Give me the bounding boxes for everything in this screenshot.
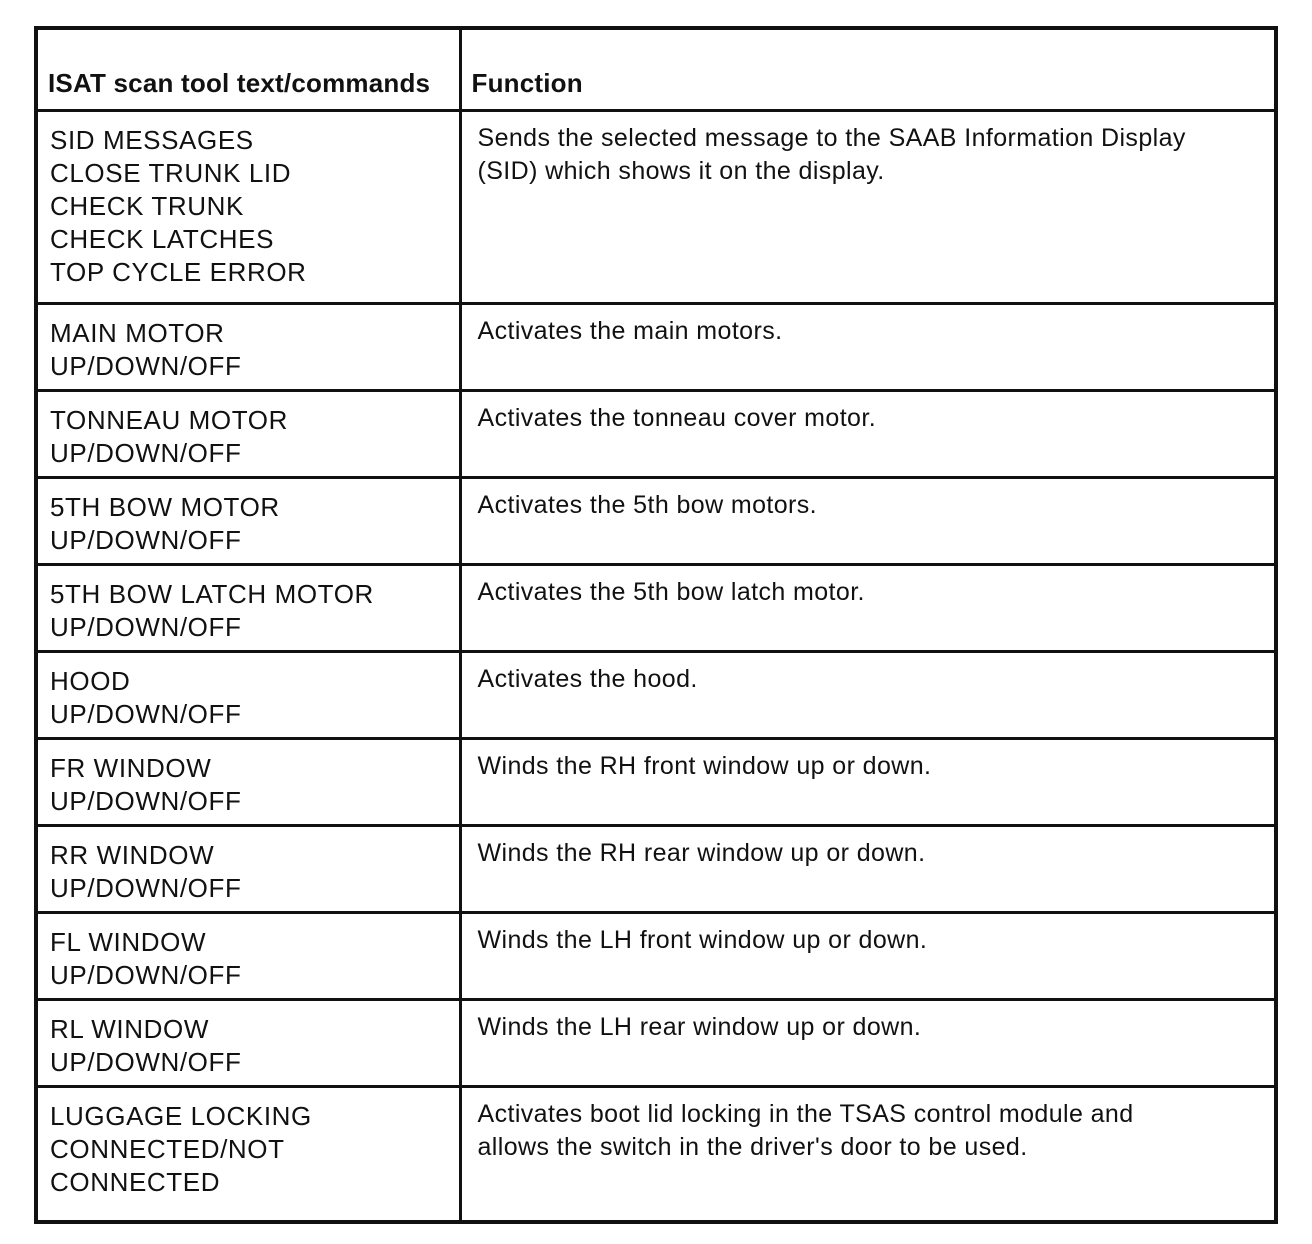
- command-text: 5TH BOW MOTOR: [50, 491, 280, 522]
- function-text: Activates the hood.: [477, 664, 698, 693]
- command-text: TONNEAU MOTOR: [50, 404, 288, 435]
- command-cell: [36, 651, 460, 738]
- table-row: [36, 999, 1276, 1086]
- command-text: HOOD: [50, 665, 131, 696]
- command-text: FL WINDOW: [50, 926, 207, 957]
- command-text: RL WINDOW: [50, 1013, 209, 1044]
- command-text: CONNECTED: [50, 1166, 221, 1197]
- command-cell: [36, 738, 460, 825]
- command-text: UP/DOWN/OFF: [50, 350, 242, 381]
- function-text: allows the switch in the driver's door to be used.: [477, 1132, 1028, 1161]
- function-cell: [460, 110, 1276, 303]
- command-cell: [36, 303, 460, 390]
- command-cell: [36, 999, 460, 1086]
- function-cell: [460, 738, 1276, 825]
- function-cell: [460, 390, 1276, 477]
- table-row: [36, 1086, 1276, 1222]
- command-cell: [36, 912, 460, 999]
- command-text: UP/DOWN/OFF: [50, 959, 242, 990]
- command-text: LUGGAGE LOCKING: [50, 1100, 312, 1131]
- command-text: CONNECTED/NOT: [50, 1133, 285, 1164]
- command-text: RR WINDOW: [50, 839, 215, 870]
- command-text: UP/DOWN/OFF: [50, 1046, 242, 1077]
- function-text: Activates the main motors.: [477, 316, 783, 345]
- command-function-table: [34, 26, 1278, 1224]
- table-body: [36, 110, 1276, 1222]
- table-row: [36, 564, 1276, 651]
- command-cell: [36, 390, 460, 477]
- function-text: Activates the 5th bow latch motor.: [477, 577, 865, 606]
- command-text: CLOSE TRUNK LID: [50, 157, 292, 188]
- command-cell: [36, 1086, 460, 1222]
- function-text: Sends the selected message to the SAAB Information Display: [477, 123, 1186, 152]
- table-row: [36, 390, 1276, 477]
- function-cell: [460, 651, 1276, 738]
- function-text: (SID) which shows it on the display.: [477, 156, 885, 185]
- command-text: TOP CYCLE ERROR: [50, 256, 307, 287]
- command-cell: [36, 825, 460, 912]
- table-row: [36, 912, 1276, 999]
- table-header-row: [36, 28, 1276, 110]
- command-text: CHECK TRUNK: [50, 190, 244, 221]
- command-cell: [36, 110, 460, 303]
- function-text: Winds the RH front window up or down.: [477, 751, 932, 780]
- command-text: SID MESSAGES: [50, 124, 254, 155]
- command-text: UP/DOWN/OFF: [50, 611, 242, 642]
- function-cell: [460, 999, 1276, 1086]
- table-row: [36, 738, 1276, 825]
- command-text: FR WINDOW: [50, 752, 212, 783]
- header-function: Function: [460, 28, 1276, 110]
- function-cell: [460, 912, 1276, 999]
- table-row: [36, 651, 1276, 738]
- function-cell: [460, 477, 1276, 564]
- function-text: Activates the tonneau cover motor.: [477, 403, 877, 432]
- command-text: 5TH BOW LATCH MOTOR: [50, 578, 374, 609]
- table-row: [36, 110, 1276, 303]
- command-text: UP/DOWN/OFF: [50, 872, 242, 903]
- function-cell: [460, 1086, 1276, 1222]
- table-row: [36, 477, 1276, 564]
- command-text: UP/DOWN/OFF: [50, 524, 242, 555]
- command-cell: [36, 477, 460, 564]
- header-commands: ISAT scan tool text/commands: [36, 28, 460, 110]
- function-text: Winds the LH rear window up or down.: [477, 1012, 922, 1041]
- function-text: Activates the 5th bow motors.: [477, 490, 818, 519]
- function-cell: [460, 564, 1276, 651]
- table-row: [36, 825, 1276, 912]
- function-cell: [460, 303, 1276, 390]
- function-text: Activates boot lid locking in the TSAS control module and: [477, 1099, 1134, 1128]
- command-text: UP/DOWN/OFF: [50, 698, 242, 729]
- table-row: [36, 303, 1276, 390]
- command-cell: [36, 564, 460, 651]
- command-text: UP/DOWN/OFF: [50, 437, 242, 468]
- function-cell: [460, 825, 1276, 912]
- command-text: MAIN MOTOR: [50, 317, 225, 348]
- function-text: Winds the LH front window up or down.: [477, 925, 928, 954]
- function-text: Winds the RH rear window up or down.: [477, 838, 926, 867]
- command-text: UP/DOWN/OFF: [50, 785, 242, 816]
- command-text: CHECK LATCHES: [50, 223, 275, 254]
